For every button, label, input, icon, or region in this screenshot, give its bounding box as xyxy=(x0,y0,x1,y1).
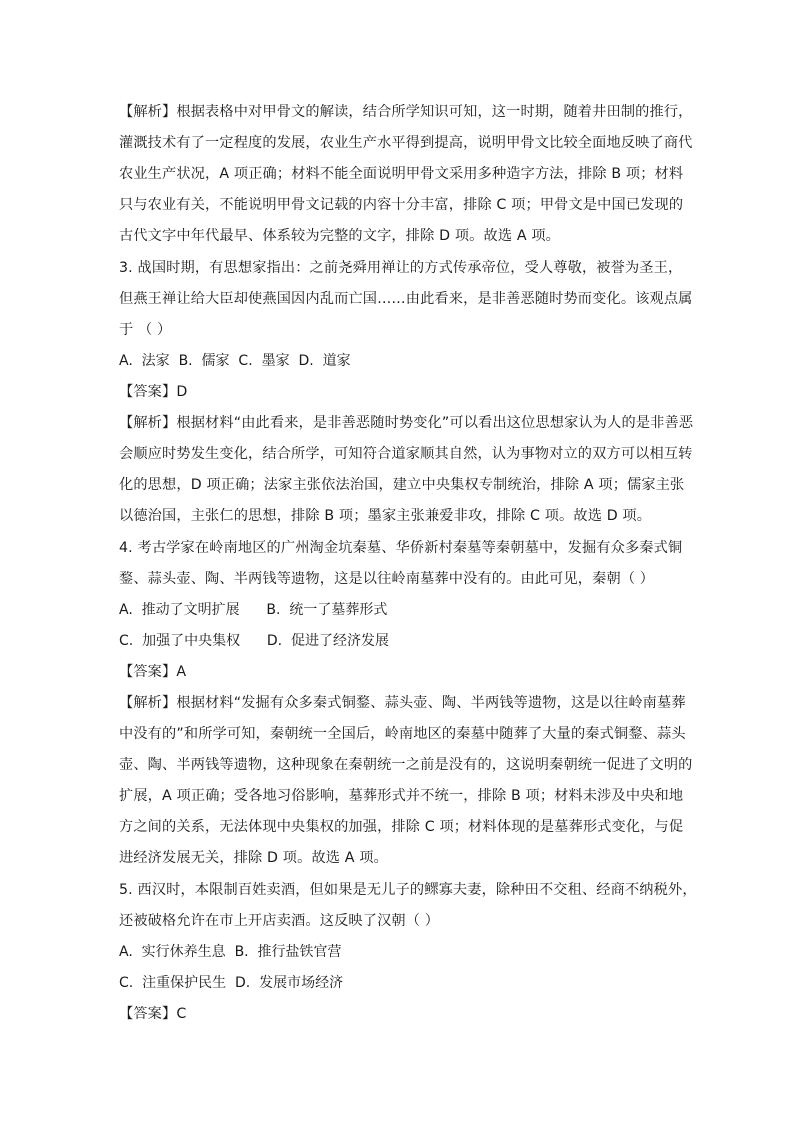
analysis-paragraph-line: 以德治国，主张仁的思想，排除 B 项；墨家主张兼爱非攻，排除 C 项。故选 D 项。 xyxy=(119,508,652,524)
answer-label: 【答案】A xyxy=(119,664,187,680)
question-3-options: A. 法家 B. 儒家 C. 墨家 D. 道家 xyxy=(119,353,351,369)
analysis-paragraph-line: 【解析】根据材料“发掘有众多秦式铜鍪、蒜头壶、陶、半两钱等遗物，这是以往岭南墓葬 xyxy=(119,695,686,711)
question-4-stem-line: 4. 考古学家在岭南地区的广州淘金坑秦墓、华侨新村秦墓等秦朝墓中，发掘有众多秦式铜 xyxy=(119,540,683,556)
analysis-paragraph-line: 【解析】根据表格中对甲骨文的解读，结合所学知识可知，这一时期，随着井田制的推行， xyxy=(119,104,693,120)
question-3-stem-line: 于 （ ） xyxy=(119,322,172,338)
analysis-paragraph-line: 进经济发展无关，排除 D 项。故选 A 项。 xyxy=(119,850,388,866)
analysis-paragraph-line: 会顺应时势发生变化，结合所学，可知符合道家顺其自然，认为事物对立的双方可以相互转 xyxy=(119,446,693,462)
analysis-paragraph-line: 化的思想，D 项正确；法家主张依法治国，建立中央集权专制统治，排除 A 项；儒家主张 xyxy=(119,477,685,493)
question-4-options-row: A. 推动了文明扩展 B. 统一了墓葬形式 xyxy=(119,602,388,618)
analysis-paragraph-line: 灌溉技术有了一定程度的发展，农业生产水平得到提高，说明甲骨文比较全面地反映了商代 xyxy=(119,135,693,151)
analysis-paragraph-line: 扩展，A 项正确；受各地习俗影响，墓葬形式并不统一，排除 B 项；材料未涉及中央和地 xyxy=(119,788,684,804)
question-5-options-row: C. 注重保护民生 D. 发展市场经济 xyxy=(119,975,344,991)
analysis-paragraph-line: 方之间的关系，无法体现中央集权的加强，排除 C 项；材料体现的是墓葬形式变化，与促 xyxy=(119,819,684,835)
question-4-options-row: C. 加强了中央集权 D. 促进了经济发展 xyxy=(119,633,389,649)
question-5-options-row: A. 实行休养生息 B. 推行盐铁官营 xyxy=(119,944,342,960)
analysis-paragraph-line: 中没有的”和所学可知，秦朝统一全国后，岭南地区的秦墓中随葬了大量的秦式铜鍪、蒜头 xyxy=(119,726,686,742)
question-5-stem-line: 5. 西汉时，本限制百姓卖酒，但如果是无儿子的鳏寡夫妻，除种田不交租、经商不纳税外， xyxy=(119,882,697,898)
analysis-paragraph-line: 【解析】根据材料“由此看来，是非善恶随时势变化”可以看出这位思想家认为人的是非善恶 xyxy=(119,415,694,431)
question-3-stem-line: 3. 战国时期，有思想家指出：之前尧舜用禅让的方式传承帝位，受人尊敬，被誉为圣王， xyxy=(119,260,683,276)
question-4-stem-line: 鍪、蒜头壶、陶、半两钱等遗物，这是以往岭南墓葬中没有的。由此可见，秦朝（ ） xyxy=(119,571,655,587)
answer-label: 【答案】C xyxy=(119,1006,187,1022)
analysis-paragraph-line: 只与农业有关，不能说明甲骨文记载的内容十分丰富，排除 C 项；甲骨文是中国已发现的 xyxy=(119,197,684,213)
question-5-stem-line: 还被破格允许在市上开店卖酒。这反映了汉朝（ ） xyxy=(119,913,440,929)
answer-label: 【答案】D xyxy=(119,384,188,400)
analysis-paragraph-line: 古代文字中年代最早、体系较为完整的文字，排除 D 项。故选 A 项。 xyxy=(119,228,561,244)
analysis-paragraph-line: 农业生产状况，A 项正确；材料不能全面说明甲骨文采用多种造字方法，排除 B 项；材料 xyxy=(119,166,684,182)
analysis-paragraph-line: 壶、陶、半两钱等遗物，这种现象在秦朝统一之前是没有的，这说明秦朝统一促进了文明的 xyxy=(119,757,693,773)
question-3-stem-line: 但燕王禅让给大臣却使燕国因内乱而亡国……由此看来，是非善恶随时势而变化。该观点属 xyxy=(119,291,693,307)
